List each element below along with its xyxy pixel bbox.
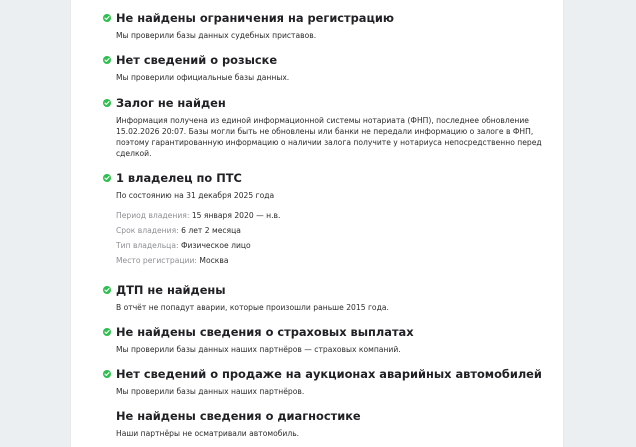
section-description: Мы проверили базы данных судебных приставов. — [116, 31, 317, 40]
section-description: По состоянию на 31 декабря 2025 года — [116, 191, 275, 200]
section-title: Нет сведений о розыске — [116, 53, 278, 67]
detail-value: Москва — [199, 256, 229, 265]
check-icon — [103, 14, 111, 22]
section-description: Мы проверили официальные базы данных. — [116, 73, 290, 82]
detail-label: Период владения: — [116, 211, 190, 220]
detail-label: Место регистрации: — [116, 256, 197, 265]
detail-value: 15 января 2020 — н.в. — [191, 211, 281, 220]
section-description: Информация получена из единой информационной системы нотариата (ФНП), последнее обновление 15.02.2026 20:07. Базы могли быть не обновлены или банки не передали информацию о залоге в ФНП, поэтому гарантированную информацию о наличии залога получите у нотариуса непосредственно перед сделкой. — [116, 116, 542, 158]
check-icon — [103, 174, 111, 182]
section-pledge — [103, 96, 549, 159]
section-description: Мы проверили базы данных наших партнёров — страховых компаний. — [116, 345, 401, 354]
section-title: Не найдены ограничения на регистрацию — [116, 11, 394, 25]
section-insurance-payments — [103, 325, 549, 355]
check-icon — [103, 286, 111, 294]
section-registration-restrictions — [103, 11, 549, 41]
detail-ownership-duration — [103, 225, 549, 236]
section-description: Мы проверили базы данных наших партнёров. — [116, 387, 305, 396]
detail-label: Срок владения: — [116, 226, 179, 235]
detail-ownership-period — [103, 210, 549, 221]
report-card — [71, 0, 563, 447]
check-icon — [103, 370, 111, 378]
detail-value: Физическое лицо — [181, 241, 251, 250]
section-title: 1 владелец по ПТС — [116, 171, 242, 185]
section-title: Не найдены сведения о страховых выплатах — [116, 325, 414, 339]
section-accidents — [103, 283, 549, 313]
section-title: Залог не найден — [116, 96, 226, 110]
section-diagnostics — [103, 409, 549, 439]
detail-value: 6 лет 2 месяца — [181, 226, 241, 235]
detail-owner-type — [103, 240, 549, 251]
section-description: Наши партнёры не осматривали автомобиль. — [116, 429, 300, 438]
section-title: Нет сведений о продаже на аукционах аварийных автомобилей — [116, 367, 542, 381]
detail-registration-place — [103, 255, 549, 266]
check-icon — [103, 99, 111, 107]
section-description: В отчёт не попадут аварии, которые произошли раньше 2015 года. — [116, 303, 389, 312]
section-title: Не найдены сведения о диагностике — [116, 409, 361, 423]
check-icon — [103, 328, 111, 336]
section-salvage-auctions — [103, 367, 549, 397]
detail-label: Тип владельца: — [116, 241, 179, 250]
section-wanted — [103, 53, 549, 83]
section-owners — [103, 171, 549, 266]
section-title: ДТП не найдены — [116, 283, 226, 297]
check-icon — [103, 56, 111, 64]
